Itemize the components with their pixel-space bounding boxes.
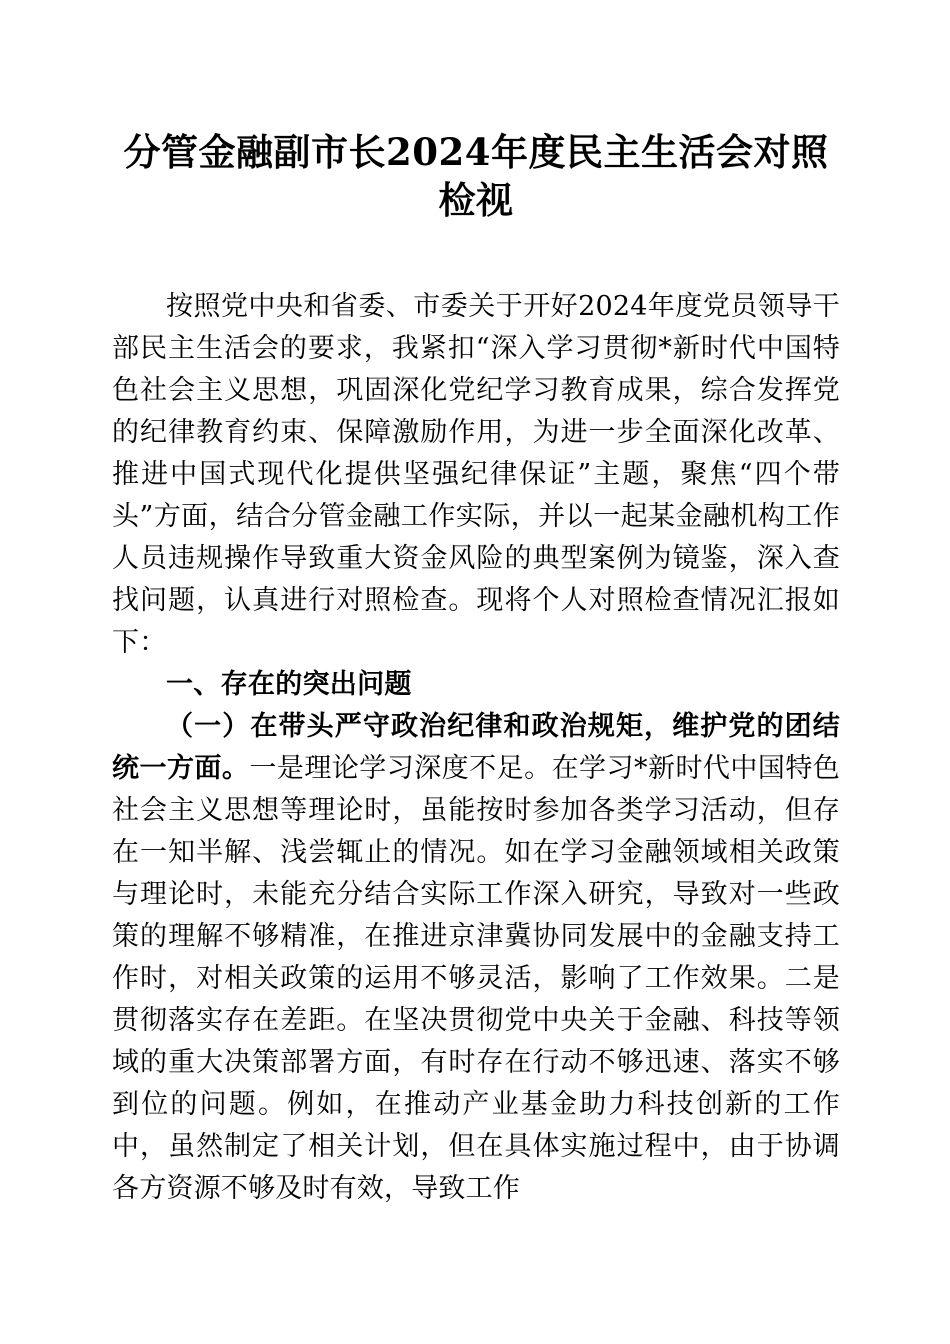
section-heading-problems: 一、存在的突出问题 xyxy=(166,669,412,700)
subsection-body: 一是理论学习深度不足。在学习*新时代中国特色社会主义思想等理论时，虽能按时参加各类学习活动，但存在一知半解、浅尝辄止的情况。如在学习金融领域相关政策与理论时，未能充分结合实际工作深入研究，导致对一些政策的理解不够精准，在推进京津冀协同发展中的金融支持工作时，对相关政策的运用不够灵活，影响了工作效果。二是贯彻落实存在差距。在坚决贯彻党中央关于金融、科技等领域的重大决策部署方面，有时存在行动不够迅速、落实不够到位的问题。例如，在推动产业基金助力科技创新的工作中，虽然制定了相关计划，但在具体实施过程中，由于协调各方资源不够及时有效，导致工作 xyxy=(112,753,841,1204)
document-content xyxy=(112,0,840,1210)
page-title: 分管金融副市长2024年度民主生活会对照检视 xyxy=(123,130,829,222)
intro-paragraph: 按照党中央和省委、市委关于开好2024年度党员领导干部民主生活会的要求，我紧扣“深入学习贯彻*新时代中国特色社会主义思想，巩固深化党纪学习教育成果，综合发挥党的纪律教育约束、保障激励作用，为进一步全面深化改革、推进中国式现代化提供坚强纪律保证”主题，聚焦“四个带头”方面，结合分管金融工作实际，并以一起某金融机构工作人员违规操作导致重大资金风险的典型案例为镜鉴，深入查找问题，认真进行对照检查。现将个人对照检查情况汇报如下： xyxy=(112,291,840,658)
subsection-lead: （一）在带头严守政治纪律和政治规矩，维护党的团结统一方面。 xyxy=(112,711,840,784)
subsection-paragraph xyxy=(112,706,840,1210)
